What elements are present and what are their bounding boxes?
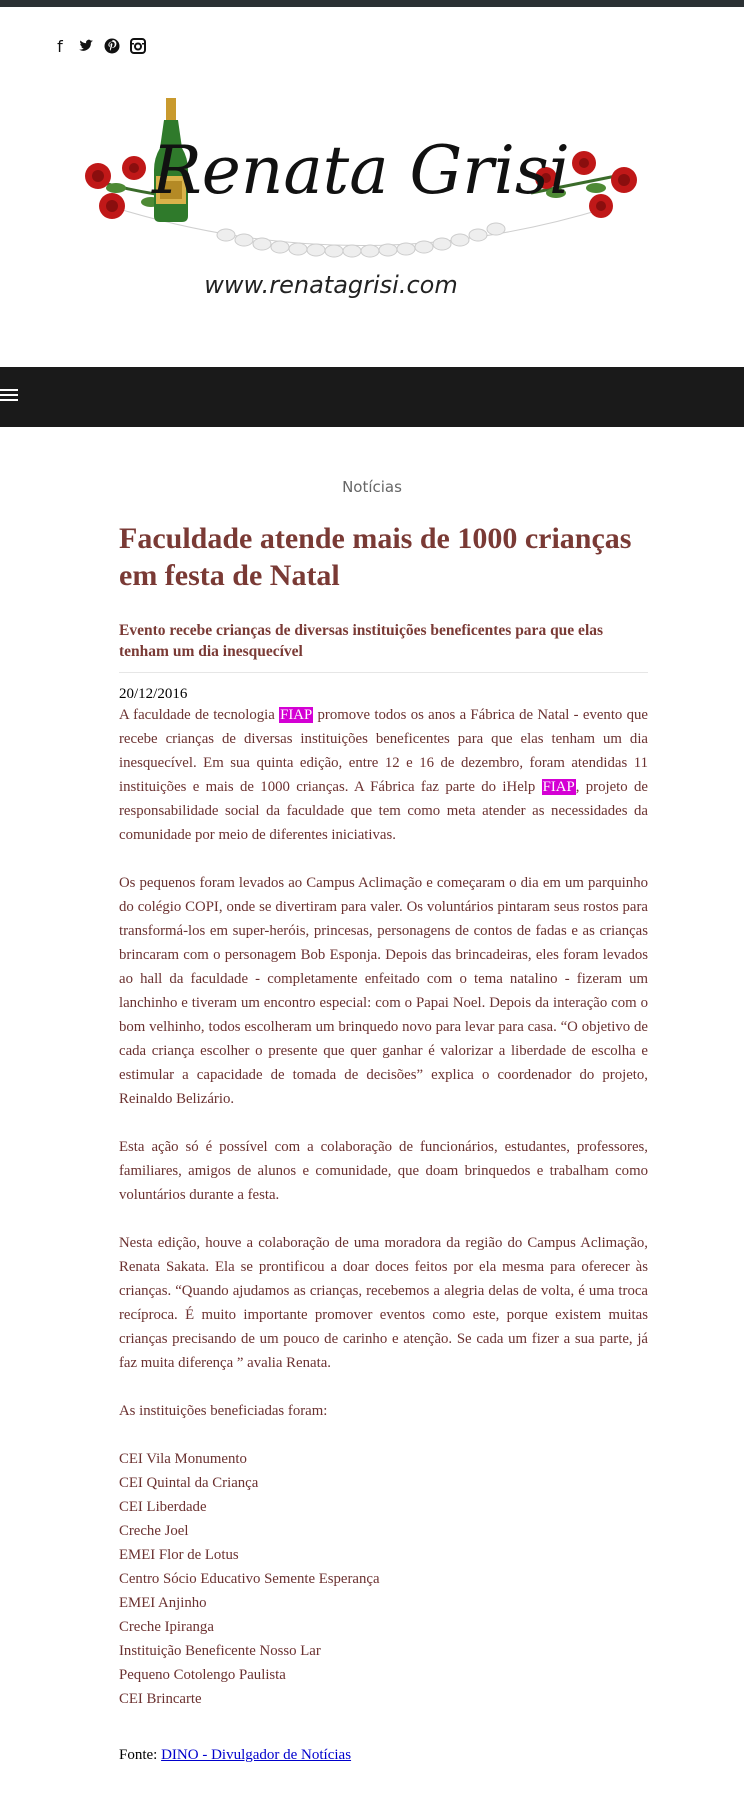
source-link[interactable]: DINO - Divulgador de Notícias (161, 1747, 352, 1763)
list-item: EMEI Anjinho (119, 1595, 207, 1611)
hamburger-icon[interactable] (0, 389, 18, 403)
logo-name: Renata Grisi (152, 132, 570, 209)
category-label[interactable]: Notícias (342, 478, 402, 496)
highlight-fiap: FIAP (280, 707, 313, 723)
twitter-icon[interactable] (78, 38, 94, 56)
highlight-fiap: FIAP (542, 779, 575, 795)
list-item: CEI Liberdade (119, 1499, 207, 1515)
list-item: Centro Sócio Educativo Semente Esperança (119, 1571, 380, 1587)
social-links (52, 38, 146, 56)
main-navbar (0, 367, 744, 427)
list-item: Pequeno Cotolengo Paulista (119, 1667, 286, 1683)
article-date: 20/12/2016 (119, 686, 188, 702)
list-item: Instituição Beneficente Nosso Lar (119, 1643, 321, 1659)
site-logo[interactable] (76, 98, 646, 308)
instagram-icon[interactable] (130, 38, 146, 56)
list-item: CEI Quintal da Criança (119, 1475, 259, 1491)
divider (119, 672, 648, 673)
logo-url: www.renatagrisi.com (204, 271, 458, 299)
list-item: EMEI Flor de Lotus (119, 1547, 239, 1563)
article-source (119, 1743, 648, 1767)
facebook-icon[interactable]: f (57, 37, 63, 56)
text-segment: A faculdade de tecnologia (119, 707, 280, 723)
paragraph-3: Esta ação só é possível com a colaboração de funcionários, estudantes, professores, familiares, amigos de alunos e comunidade, que doam brinquedos e trabalham como voluntários durante a festa. (119, 1139, 648, 1203)
text-segment: promove todos os anos a Fábrica de Natal - evento que recebe crianças de diversas instituições beneficentes para que elas tenham um dia inesquecível. Em sua quinta edição, entre 12 e 16 de dezembro, foram atendidas 11 instituições e mais de 1000 crianças. A Fábrica faz parte do iHelp (119, 707, 648, 795)
top-bar (0, 0, 744, 7)
article-subtitle: Evento recebe crianças de diversas instituições beneficentes para que elas tenham um dia inesquecível (119, 622, 604, 660)
list-item: Creche Ipiranga (119, 1619, 214, 1635)
article-title: Faculdade atende mais de 1000 crianças em festa de Natal (119, 522, 632, 592)
paragraph-1 (119, 703, 648, 847)
list-item: Creche Joel (119, 1523, 189, 1539)
institutions-list (119, 1447, 648, 1711)
list-item: CEI Brincarte (119, 1691, 202, 1707)
paragraph-2: Os pequenos foram levados ao Campus Aclimação e começaram o dia em um parquinho do colégio COPI, onde se divertiram para valer. Os voluntários pintaram seus rostos para transformá-los em super-heróis, princesas, personagens de contos de fadas e as crianças brincaram com o personagem Bob Esponja. Depois das brincadeiras, eles foram levados ao hall da faculdade - completamente enfeitado com o tema natalino - fizeram um lanchinho e tiveram um encontro especial: com o Papai Noel. Depois da interação com o bom velhinho, todos escolheram um brinquedo novo para levar para casa. “O objetivo de cada criança escolher o presente que quer ganhar é valorizar a liberdade de escolha e estimular a capacidade de tomada de decisões” explica o coordenador do projeto, Reinaldo Belizário. (119, 875, 648, 1107)
pearl-necklace (116, 208, 606, 257)
article (119, 520, 648, 1767)
paragraph-4: Nesta edição, houve a colaboração de uma moradora da região do Campus Aclimação, Renata Sakata. Ela se prontificou a doar doces feitos por ela mesma para oferecer às crianças. “Quando ajudamos as crianças, recebemos a alegria delas de volta, é uma troca recíproca. É muito importante promover eventos como este, porque existem muitas crianças precisando de um pouco de carinho e atenção. Se cada um fizer a sua parte, já faz muita diferença ” avalia Renata. (119, 1235, 648, 1371)
source-label: Fonte: (119, 1747, 162, 1763)
pinterest-icon[interactable] (104, 38, 120, 56)
paragraph-5: As instituições beneficiadas foram: (119, 1403, 328, 1419)
text-segment: , projeto de responsabilidade social da faculdade que tem como meta atender as necessidades da comunidade por meio de diferentes iniciativas. (119, 779, 648, 843)
list-item: CEI Vila Monumento (119, 1451, 247, 1467)
article-body (119, 703, 648, 1711)
